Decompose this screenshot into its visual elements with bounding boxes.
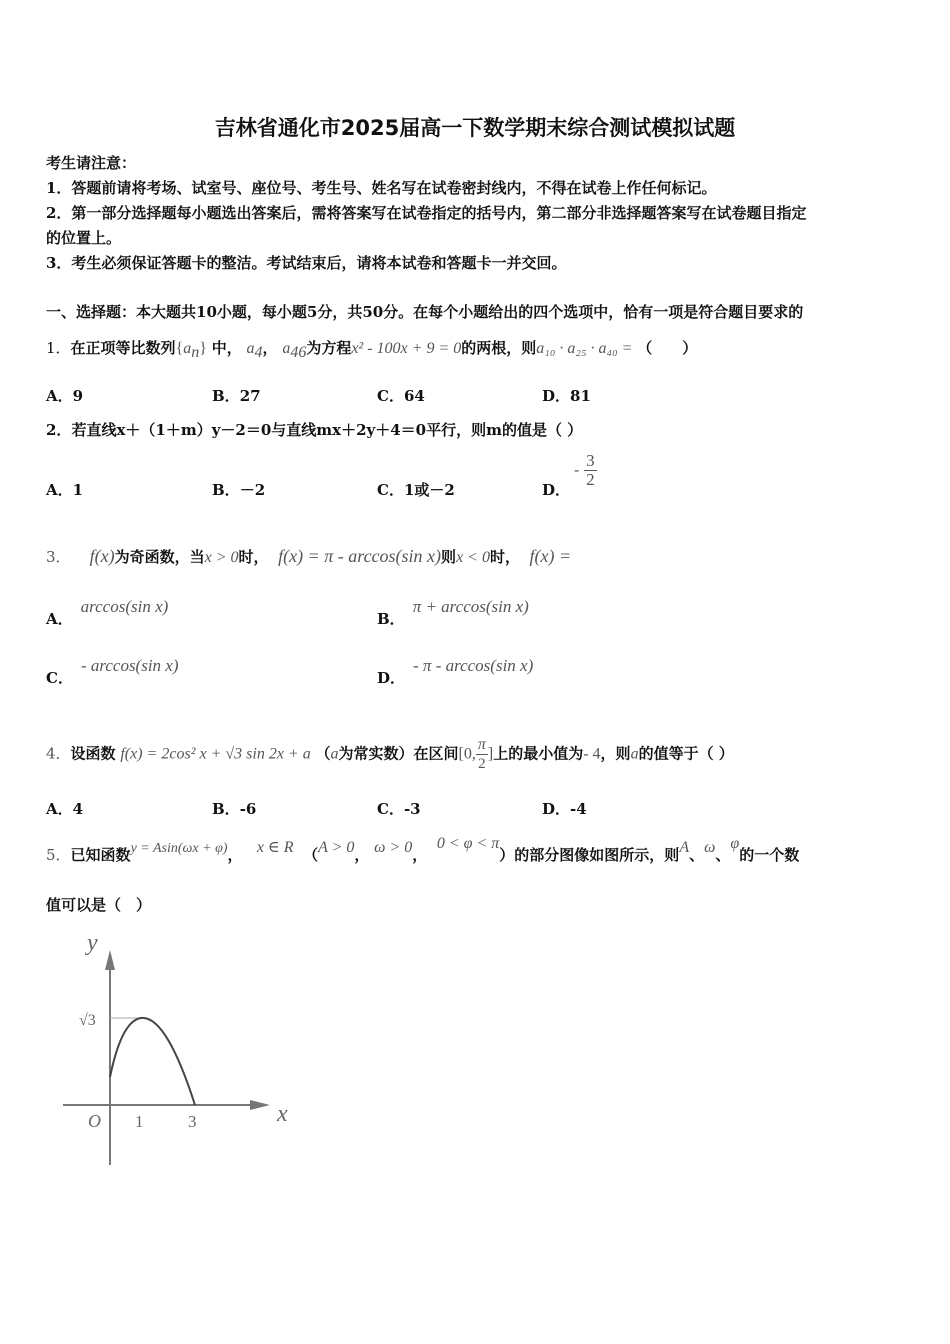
q1-a46-sub: 46 xyxy=(290,344,307,361)
q5-cond-w: ω > 0 xyxy=(374,839,413,856)
q5-text-3: 的一个数 xyxy=(739,846,800,864)
q4-text-5: ，则 xyxy=(600,744,631,763)
q4-text-4: 上的最小值为 xyxy=(493,744,584,763)
q1-option-b: B．27 xyxy=(212,387,261,405)
x-tick-3: 3 xyxy=(188,1112,197,1131)
q5-omega: ω xyxy=(704,839,716,856)
q5-comma-2: ， xyxy=(354,846,370,864)
q3-ask: f(x) = xyxy=(529,546,572,566)
q1-equation: x² - 100x + 9 = 0 xyxy=(351,340,462,357)
q3-option-c: C．- arccos(sin x) xyxy=(46,656,179,687)
q4-text-1: 设函数 xyxy=(70,744,116,763)
q3-option-b: B．π + arccos(sin x) xyxy=(377,597,529,628)
q2-option-d: D． xyxy=(542,481,571,499)
q5-text-2: ）的部分图像如图所示，则 xyxy=(499,846,680,864)
q3-option-a: A．arccos(sin x) xyxy=(46,597,169,628)
question-4 xyxy=(46,736,734,773)
q3-option-d: D．- π - arccos(sin x) xyxy=(377,656,534,687)
notice-line-1: 1．答题前请将考场、试室号、座位号、考生号、姓名写在试卷密封线内，不得在试卷上作任何标记。 xyxy=(46,179,717,197)
q5-paren-open: （ xyxy=(303,846,319,864)
q4-number: 4． xyxy=(46,744,71,763)
question-3 xyxy=(46,546,571,567)
sine-graph-figure xyxy=(55,925,315,1170)
q1-a4-sub: 4 xyxy=(254,344,263,361)
q2-option-c: C．1或－2 xyxy=(377,481,455,499)
section-heading: 一、选择题：本大题共10小题，每小题5分，共50分。在每个小题给出的四个选项中，恰有一项是符合题目要求的 xyxy=(46,303,804,321)
q1-option-a: A．9 xyxy=(46,387,84,405)
q1-product: a₁₀ · a₂₅ · a₄₀ = xyxy=(536,340,633,357)
notice-line-3: 3．考生必须保证答题卡的整洁。考试结束后，请将本试卷和答题卡一并交回。 xyxy=(46,254,567,272)
q1-a4: a xyxy=(246,340,255,357)
q4-text-3: 为常实数）在区间 xyxy=(338,744,459,763)
q4-text-6: 的值等于（ ） xyxy=(638,744,734,763)
q4-option-b: B．-6 xyxy=(212,800,257,818)
q5-number: 5． xyxy=(46,846,71,864)
q2-option-d-fraction: - $\frac{3}{2}$ xyxy=(574,451,595,489)
q3-number: 3． xyxy=(46,548,71,566)
q4-interval-right: ] xyxy=(487,745,494,763)
q4-min-value: - 4 xyxy=(583,745,601,763)
notice-line-2b: 的位置上。 xyxy=(46,229,122,247)
x-axis-arrow xyxy=(250,1100,270,1110)
q4-function: f(x) = 2cos² x + √3 sin 2x + a xyxy=(120,745,311,763)
notice-line-2a: 2．第一部分选择题每小题选出答案后，需将答案写在试卷指定的括号内，第二部分非选择题答案写在试卷题目指定 xyxy=(46,204,807,222)
q4-option-c: C．-3 xyxy=(377,800,421,818)
q2-option-b: B．－2 xyxy=(212,481,266,499)
question-5 xyxy=(46,835,800,865)
q5-text-4: 值可以是（ ） xyxy=(46,896,152,914)
q5-comma-1: ， xyxy=(227,846,243,864)
q4-option-a: A．4 xyxy=(46,800,84,818)
q4-paren-open: （ xyxy=(315,744,331,763)
q3-text-1: 为奇函数，当 xyxy=(114,548,205,566)
y-tick-label: √3 xyxy=(79,1012,96,1029)
q1-answer-blank: （ ） xyxy=(637,339,698,357)
q3-text-4: 时， xyxy=(489,548,520,566)
q4-a: a xyxy=(330,745,339,763)
q1-sequence: $\{a_n\}$ xyxy=(175,340,207,362)
q2-number: 2． xyxy=(46,421,72,439)
q4-a-2: a xyxy=(630,745,639,763)
q2-text: 若直线x＋（1＋m）y－2＝0与直线mx＋2y＋4＝0平行，则m的值是（ ） xyxy=(71,421,583,439)
q3-definition: f(x) = π - arccos(sin x) xyxy=(278,546,442,566)
q1-text-3: 为方程 xyxy=(306,339,352,357)
q5-text-1: 已知函数 xyxy=(70,846,131,864)
page-title: 吉林省通化市2025届高一下数学期末综合测试模拟试题 xyxy=(214,116,736,140)
x-tick-1: 1 xyxy=(135,1112,144,1131)
q4-option-d: D．-4 xyxy=(542,800,587,818)
q1-comma: ， xyxy=(262,339,278,357)
x-axis-label: x xyxy=(277,1101,288,1127)
notice-heading: 考生请注意： xyxy=(46,154,137,172)
q2-option-a: A．1 xyxy=(46,481,84,499)
q1-text-2: 中， xyxy=(211,339,242,357)
q5-sep-1: 、 xyxy=(689,846,705,864)
q3-fx: f(x) xyxy=(89,546,115,566)
q5-comma-3: ， xyxy=(412,846,428,864)
q1-a46: a xyxy=(282,340,291,357)
q1-option-d: D．81 xyxy=(542,387,591,405)
y-axis-label: y xyxy=(87,930,98,956)
q4-interval-fraction: $\frac{\pi}{2}$ xyxy=(477,736,486,772)
q5-phi: φ xyxy=(730,835,740,852)
question-1 xyxy=(46,337,697,362)
y-axis-arrow xyxy=(105,950,115,970)
q1-text-4: 的两根，则 xyxy=(461,339,537,357)
q3-text-3: 则 xyxy=(441,548,457,566)
question-2 xyxy=(46,419,582,440)
origin-label: O xyxy=(88,1111,101,1131)
q5-A: A xyxy=(679,839,690,856)
q1-text-1: 在正项等比数列 xyxy=(70,339,176,357)
q5-cond-a: A > 0 xyxy=(318,839,355,856)
sine-curve xyxy=(110,1018,195,1105)
q1-number: 1． xyxy=(46,339,71,357)
q1-option-c: C．64 xyxy=(377,387,425,405)
q3-cond-2: x < 0 xyxy=(456,549,490,566)
q5-domain: x ∈ R xyxy=(256,839,294,856)
q5-cond-phi: 0 < φ < π xyxy=(436,835,500,852)
q3-text-2: 时， xyxy=(238,548,269,566)
q5-sep-2: 、 xyxy=(715,846,731,864)
q3-cond-1: x > 0 xyxy=(204,549,239,566)
q4-interval-left: [0, xyxy=(458,745,476,763)
q5-function: y = Asin(ωx + φ) xyxy=(130,841,228,856)
